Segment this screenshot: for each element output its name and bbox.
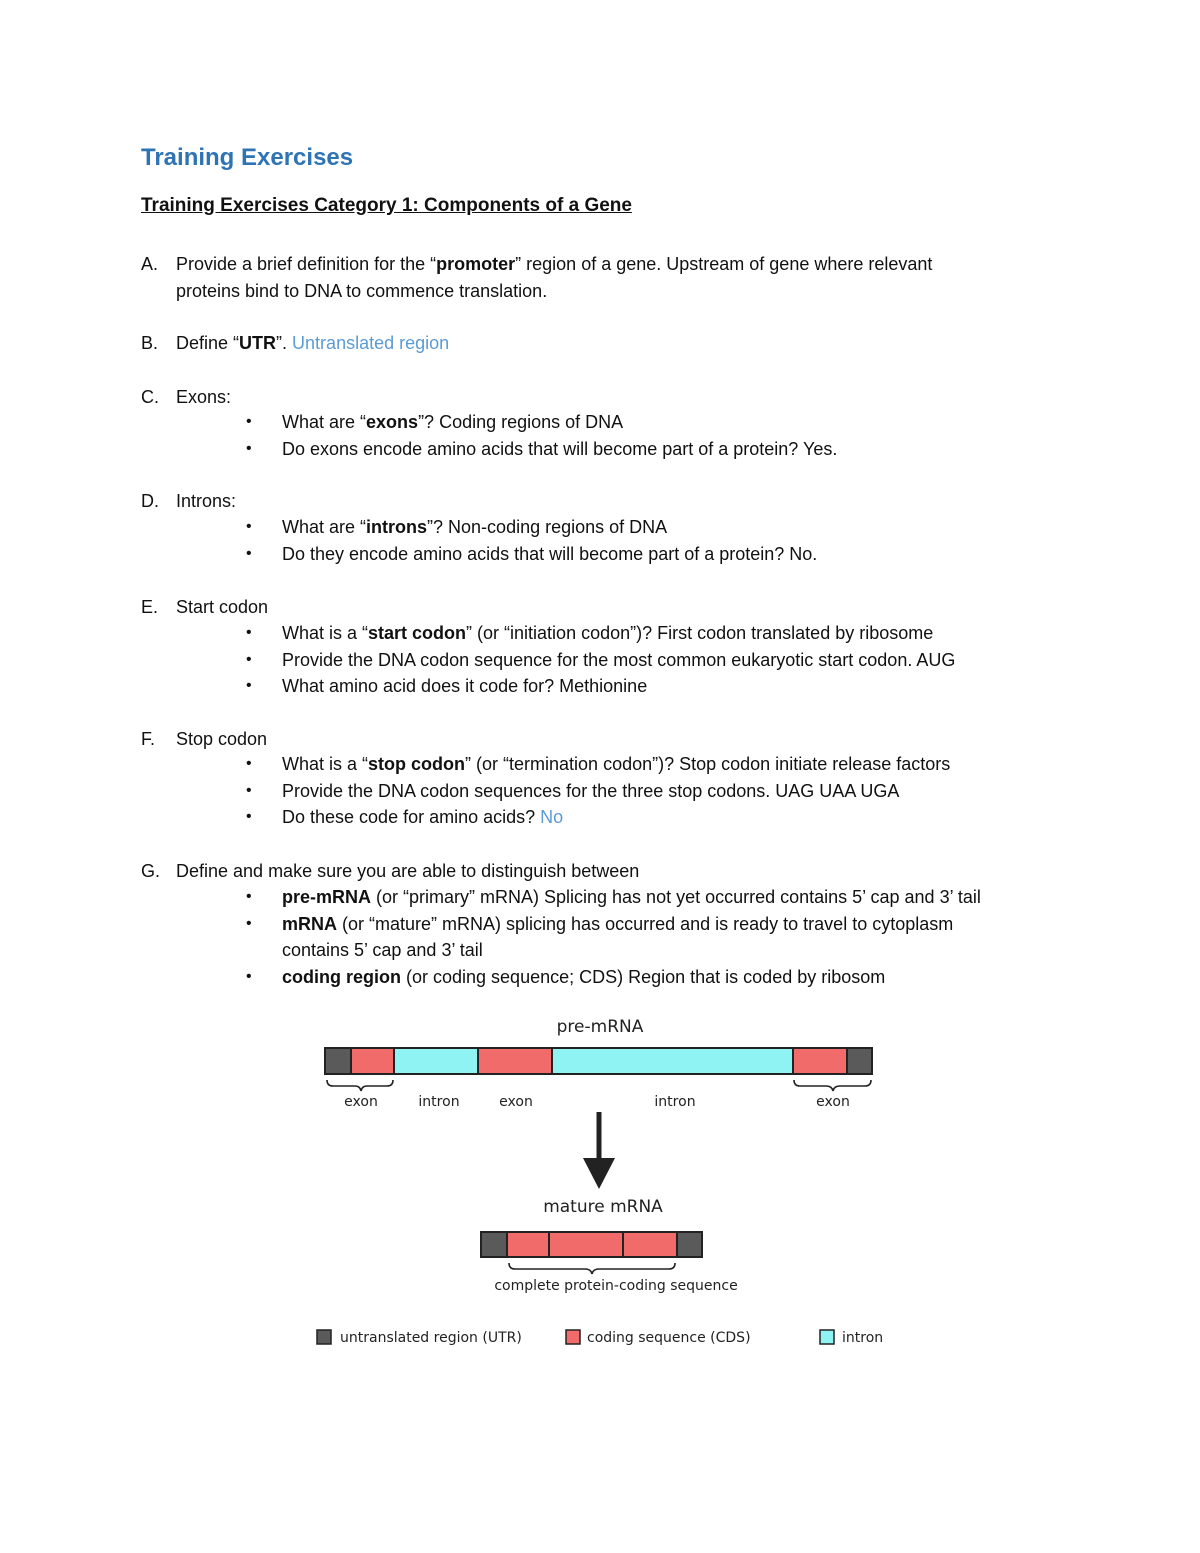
question-c-bullets [246,409,1066,462]
answer-text: Untranslated region [292,333,450,353]
pre-intron-2 [552,1048,793,1074]
category-heading: Training Exercises Category 1: Components of a Gene [141,195,632,216]
question-f-bullets [246,751,1066,831]
term-start-codon: start codon [368,623,467,643]
mrna-splicing-diagram [300,1005,920,1365]
list-item: • What are “introns”? Non-coding regions of DNA [246,517,668,537]
question-body: Introns: [176,491,237,511]
list-item: • Provide the DNA codon sequences for the three stop codons. UAG UAA UGA [246,780,900,801]
list-item: • coding region (or coding sequence; CDS) Region that is coded by ribosom [246,966,886,987]
mature-mrna-title: mature mRNA [543,1197,663,1217]
answer-text: No [540,807,564,827]
question-letter: G. [141,861,161,881]
question-letter: B. [141,333,159,353]
splicing-arrow-icon [583,1112,615,1189]
list-item: • Do these code for amino acids? No [246,807,564,827]
question-body: Stop codon [176,729,268,749]
question-body: Define and make sure you are able to distinguish between [176,861,640,881]
mature-utr-5 [481,1232,507,1257]
pre-utr-5 [325,1048,351,1074]
question-body: Define “UTR”. Untranslated region [176,333,450,353]
list-item: • What is a “stop codon” (or “termination codon”)? Stop codon initiate release factors [246,754,951,774]
label-exon: exon [499,1094,533,1110]
question-g-bullets [246,884,1066,990]
label-intron: intron [418,1094,460,1110]
legend-intron-swatch [820,1330,834,1344]
term-stop-codon: stop codon [368,754,466,774]
list-item: • What is a “start codon” (or “initiation codon”)? First codon translated by ribosome [246,623,934,643]
brace-exon-3 [794,1080,871,1091]
mature-utr-3 [677,1232,702,1257]
legend [317,1330,883,1346]
question-letter: A. [141,254,159,274]
list-item: • What are “exons”? Coding regions of DNA [246,412,624,432]
mature-exon-2 [549,1232,623,1257]
question-letter: F. [141,729,156,749]
brace-cds [509,1263,675,1274]
question-e-bullets [246,620,1066,700]
pre-exon-1 [351,1048,394,1074]
pre-utr-3 [847,1048,872,1074]
list-item: • Do exons encode amino acids that will become part of a protein? Yes. [246,438,838,459]
pre-intron-1 [394,1048,478,1074]
term-coding-region: coding region [282,966,401,987]
brace-exon-1 [327,1080,393,1091]
list-item: • Provide the DNA codon sequence for the most common eukaryotic start codon. AUG [246,649,956,670]
question-body: Provide a brief definition for the “promoter” region of a gene. Upstream of gene where relevant proteins bind to DNA to commence translation. [176,254,933,301]
term-pre-mrna: pre-mRNA [282,887,372,907]
question-letter: D. [141,491,159,511]
page-title: Training Exercises [141,144,354,171]
legend-utr-swatch [317,1330,331,1344]
term-mrna: mRNA [282,913,338,934]
pre-exon-2 [478,1048,552,1074]
label-exon: exon [816,1094,850,1110]
question-letter: E. [141,597,159,617]
question-d-bullets [246,514,1066,567]
legend-intron-label: intron [842,1330,884,1346]
legend-cds-swatch [566,1330,580,1344]
legend-cds-label: coding sequence (CDS) [587,1330,751,1346]
mature-exon-3 [623,1232,677,1257]
legend-utr-label: untranslated region (UTR) [340,1330,522,1346]
label-exon: exon [344,1094,378,1110]
label-intron: intron [654,1094,696,1110]
term-promoter: promoter [436,254,516,274]
question-body: Start codon [176,597,269,617]
term-utr: UTR [239,333,277,353]
list-item: • Do they encode amino acids that will become part of a protein? No. [246,543,818,564]
term-introns: introns [366,517,428,537]
term-exons: exons [366,412,419,432]
question-body: Exons: [176,387,232,407]
list-item: • What amino acid does it code for? Methionine [246,676,648,696]
question-letter: C. [141,387,159,407]
list-item: • mRNA (or “mature” mRNA) splicing has occurred and is ready to travel to cytoplasm contains 5’ cap and 3’ tail [246,913,954,960]
mature-exon-1 [507,1232,549,1257]
pre-exon-3 [793,1048,847,1074]
pre-mrna-title: pre-mRNA [556,1017,644,1037]
cds-label: complete protein-coding sequence [494,1278,738,1294]
list-item: • pre-mRNA (or “primary” mRNA) Splicing has not yet occurred contains 5’ cap and 3’ tail [246,887,981,907]
